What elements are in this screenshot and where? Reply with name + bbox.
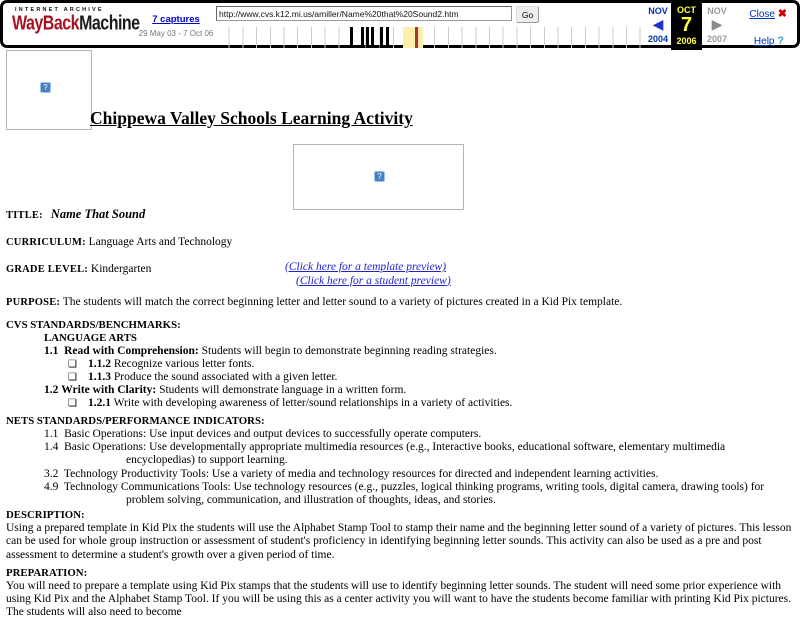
prev-capture-nav (643, 6, 673, 44)
current-month-label: OCT (677, 5, 696, 15)
checkbox-bullet-icon: ❑ (68, 359, 77, 370)
curriculum-row (6, 236, 794, 249)
template-preview-link[interactable]: (Click here for a template preview) (285, 261, 447, 273)
standard-item: 1.1 Read with Comprehension: Students will begin to demonstrate beginning reading strategies. (44, 345, 497, 357)
standard-subitem: ❑ 1.1.2 Recognize various letter fonts. (68, 358, 255, 370)
nets-item: 3.2 Technology Productivity Tools: Use a variety of media and technology resources for directed and independent learning activities. (44, 467, 659, 480)
page-title: Chippewa Valley Schools Learning Activity (90, 108, 413, 128)
capture-bar[interactable] (371, 27, 374, 48)
next-capture-nav (702, 6, 732, 44)
cvs-subheading: LANGUAGE ARTS (44, 332, 137, 344)
grade-level-row (6, 261, 794, 287)
purpose-row (6, 296, 794, 309)
missing-image-placeholder-top (6, 50, 92, 130)
prev-month-label: NOV (648, 6, 668, 16)
purpose-value: The students will match the correct beginning letter and letter sound to a variety of pictures created in a Kid Pix template. (60, 296, 623, 308)
grade-value: Kindergarten (88, 263, 152, 275)
help-block (754, 35, 784, 47)
prev-year-link[interactable]: 2004 (647, 34, 669, 44)
curriculum-label: CURRICULUM: (6, 237, 86, 248)
preparation-heading: PREPARATION: (6, 566, 88, 579)
capture-bar[interactable] (366, 27, 369, 48)
archived-page-content (0, 48, 800, 619)
current-capture-marker[interactable] (415, 27, 418, 48)
capture-bar[interactable] (361, 27, 364, 48)
student-preview-link[interactable]: (Click here for a student preview) (296, 274, 451, 287)
captures-date-range: 29 May 03 - 7 Oct 06 (138, 29, 214, 38)
internet-archive-label: INTERNET ARCHIVE (15, 7, 104, 13)
nets-item: 4.9 Technology Communications Tools: Use technology resources (e.g., puzzles, logical thinking programs, writing tools, digital camera, drawing tools) for problem solving, communication, and illustration of thoughts, ideas, and stories. (44, 480, 765, 507)
current-day-label: 7 (680, 14, 693, 36)
help-question-icon[interactable]: ? (777, 35, 784, 47)
hero-section (6, 48, 794, 208)
next-year-label: 2007 (706, 34, 728, 44)
cvs-standards-section (6, 319, 794, 410)
preparation-section (6, 567, 794, 619)
nets-item: 1.4 Basic Operations: Use developmentally appropriate multimedia resources (e.g., Interactive books, educational software, elementary multimedia encyclopedias) to support learning. (44, 441, 726, 467)
preview-links (285, 261, 451, 288)
url-input[interactable] (216, 6, 512, 21)
nets-standards-section (6, 415, 794, 507)
prev-arrow-icon[interactable]: ◀ (652, 16, 664, 32)
checkbox-bullet-icon: ❑ (68, 372, 77, 383)
captures-link[interactable]: 7 captures (152, 14, 200, 25)
nets-item: 1.1 Basic Operations: Use input devices and output devices to successfully operate computers. (44, 428, 482, 440)
capture-bar[interactable] (350, 27, 353, 48)
preparation-text: You will need to prepare a template using Kid Pix stamps that the students will use to identify beginning letter sounds. The student will need some prior experience with using Kid Pix and the Alphabet Stamp Tool. If you will be using this as a center activity you will want to have the students become familiar with printing Kid Pix pictures. The students will also need to become (6, 579, 792, 619)
nets-heading: NETS STANDARDS/PERFORMANCE INDICATORS: (6, 415, 265, 427)
purpose-label: PURPOSE: (6, 297, 61, 308)
next-month-label: NOV (707, 6, 727, 16)
description-section (6, 509, 794, 562)
standard-subitem: ❑ 1.2.1 Write with developing awareness of letter/sound relationships in a variety of activities. (68, 397, 513, 409)
captures-block (135, 9, 217, 38)
grade-label: GRADE LEVEL: (6, 264, 89, 275)
capture-bar[interactable] (380, 27, 383, 48)
standard-item: 1.2 Write with Clarity: Students will demonstrate language in a written form. (44, 384, 407, 396)
broken-image-icon: ? (40, 82, 51, 93)
missing-image-placeholder-center (293, 144, 464, 210)
wayback-logo[interactable] (12, 7, 140, 35)
timeline[interactable] (216, 27, 644, 48)
title-label: TITLE: (6, 210, 43, 221)
timeline-highlight (403, 27, 423, 48)
broken-image-icon: ? (374, 171, 385, 182)
close-x-icon[interactable]: ✖ (777, 8, 787, 20)
next-arrow-icon: ▶ (711, 16, 723, 32)
current-year-label: 2006 (676, 36, 697, 46)
curriculum-value: Language Arts and Technology (85, 236, 233, 248)
cvs-heading: CVS STANDARDS/BENCHMARKS: (6, 319, 181, 331)
wayback-machine-logo: WayBackMachine (12, 13, 140, 35)
wayback-toolbar (0, 0, 800, 48)
title-value: Name That Sound (50, 207, 146, 221)
help-link[interactable]: Help (753, 36, 775, 47)
description-heading: DESCRIPTION: (6, 509, 85, 522)
close-link[interactable]: Close (749, 9, 775, 20)
close-block (749, 7, 787, 20)
capture-bar[interactable] (386, 27, 389, 48)
standard-subitem: ❑ 1.1.3 Produce the sound associated with a given letter. (68, 371, 338, 383)
checkbox-bullet-icon: ❑ (68, 398, 77, 409)
title-row (6, 208, 794, 222)
description-text: Using a prepared template in Kid Pix the students will use the Alphabet Stamp Tool to stamp their name and the beginning letter sound of a variety of pictures. This lesson can be used for whole group instruction or assessment of student's proficiency in identifying beginning letter sounds. This activity can also be used as a pre and post assessment to determine a student's growth over a given period of time. (6, 522, 792, 561)
go-button[interactable]: Go (516, 6, 539, 23)
current-date-box[interactable] (671, 3, 702, 50)
